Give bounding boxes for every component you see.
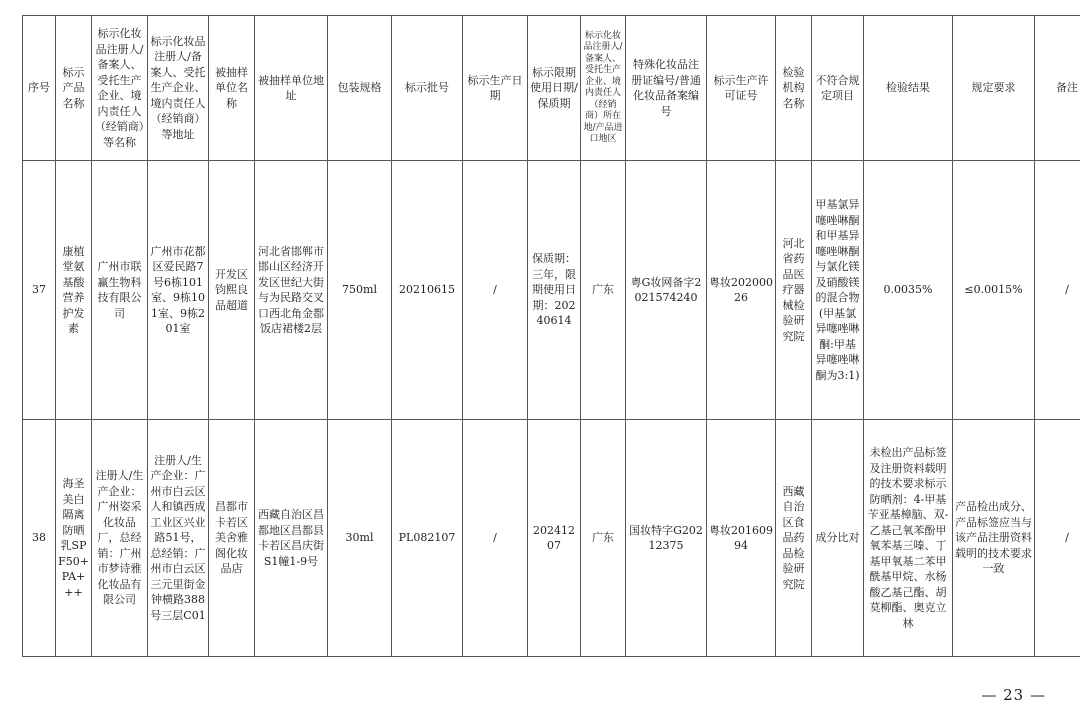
header-cell: 标示限期使用日期/保质期 <box>528 16 581 161</box>
header-cell: 序号 <box>23 16 56 161</box>
table-row <box>23 420 1080 657</box>
page-number: — 23 — <box>981 686 1046 704</box>
cell-expiry: 20241207 <box>528 420 581 657</box>
header-cell: 规定要求 <box>953 16 1035 161</box>
header-cell: 标示批号 <box>392 16 463 161</box>
cell-no: 38 <box>23 420 56 657</box>
cell-result: 未检出产品标签及注册资料载明的技术要求标示防晒剂：4-甲基苄亚基樟脑、双-乙基己氧苯酚甲氧苯基三嗪、丁基甲氧基二苯甲酰基甲烷、水杨酸乙基己酯、胡莫柳酯、奥克立林 <box>864 420 953 657</box>
cell-agency: 河北省药品医疗器械检验研究院 <box>776 161 812 420</box>
cell-company-address: 注册人/生产企业：广州市白云区人和镇西成工业区兴业路51号，总经销：广州市白云区三元里街金钟横路388号三层C01 <box>148 420 209 657</box>
header-cell: 检验结果 <box>864 16 953 161</box>
cell-expiry: 保质期：三年，限期使用日期：20240614 <box>528 161 581 420</box>
cell-product: 康植堂氨基酸营养护发素 <box>56 161 92 420</box>
cell-sampled-unit: 昌都市卡若区美舍雅阁化妆品店 <box>209 420 255 657</box>
cell-sampled-address: 西藏自治区昌都地区昌都县卡若区昌庆街S1幢1-9号 <box>255 420 328 657</box>
header-cell: 包装规格 <box>328 16 392 161</box>
cell-nonconforming-item: 成分比对 <box>812 420 864 657</box>
header-cell: 标示化妆品注册人/备案人、受托生产企业、境内责任人（经销商）等名称 <box>92 16 148 161</box>
cell-remark: / <box>1035 161 1080 420</box>
inspection-table <box>22 15 1080 657</box>
cell-region: 广东 <box>581 161 626 420</box>
header-cell: 不符合规定项目 <box>812 16 864 161</box>
header-cell: 标示生产日期 <box>463 16 528 161</box>
cell-batch: 20210615 <box>392 161 463 420</box>
cell-registration: 粤G妆网备字2021574240 <box>626 161 707 420</box>
cell-production-date: / <box>463 161 528 420</box>
header-cell: 被抽样单位地址 <box>255 16 328 161</box>
cell-no: 37 <box>23 161 56 420</box>
table-row <box>23 161 1080 420</box>
cell-company: 注册人/生产企业：广州姿采化妆品厂，总经销：广州市梦诗雅化妆品有限公司 <box>92 420 148 657</box>
header-cell: 特殊化妆品注册证编号/普通化妆品备案编号 <box>626 16 707 161</box>
cell-company-address: 广州市花都区爱民路7号6栋101室、9栋101室、9栋201室 <box>148 161 209 420</box>
cell-nonconforming-item: 甲基氯异噻唑啉酮和甲基异噻唑啉酮与氯化镁及硝酸镁的混合物(甲基氯异噻唑啉酮:甲基异噻唑啉酮为3:1) <box>812 161 864 420</box>
header-cell: 标示生产许可证号 <box>707 16 776 161</box>
cell-production-date: / <box>463 420 528 657</box>
header-cell: 标示产品名称 <box>56 16 92 161</box>
header-cell: 标示化妆品注册人/备案人、受托生产企业、境内责任人（经销商）所在地/产品进口地区 <box>581 16 626 161</box>
cell-product: 海圣美白隔离防晒乳SPF50+PA+++ <box>56 420 92 657</box>
cell-sampled-address: 河北省邯郸市邯山区经济开发区世纪大街与为民路交叉口西北角金都饭店裙楼2层 <box>255 161 328 420</box>
cell-result: 0.0035% <box>864 161 953 420</box>
cell-package: 750ml <box>328 161 392 420</box>
header-cell: 备注 <box>1035 16 1080 161</box>
cell-batch: PL082107 <box>392 420 463 657</box>
cell-package: 30ml <box>328 420 392 657</box>
cell-region: 广东 <box>581 420 626 657</box>
cell-requirement: ≤0.0015% <box>953 161 1035 420</box>
cell-requirement: 产品检出成分、产品标签应当与该产品注册资料载明的技术要求一致 <box>953 420 1035 657</box>
header-cell: 被抽样单位名称 <box>209 16 255 161</box>
cell-sampled-unit: 开发区钧熙良品超道 <box>209 161 255 420</box>
table-header-row <box>23 16 1080 161</box>
cell-company: 广州市联赢生物科技有限公司 <box>92 161 148 420</box>
header-cell: 标示化妆品注册人/备案人、受托生产企业、境内责任人（经销商）等地址 <box>148 16 209 161</box>
header-cell: 检验机构名称 <box>776 16 812 161</box>
cell-license: 粤妆20200026 <box>707 161 776 420</box>
cell-license: 粤妆20160994 <box>707 420 776 657</box>
cell-agency: 西藏自治区食品药品检验研究院 <box>776 420 812 657</box>
cell-remark: / <box>1035 420 1080 657</box>
cell-registration: 国妆特字G20212375 <box>626 420 707 657</box>
